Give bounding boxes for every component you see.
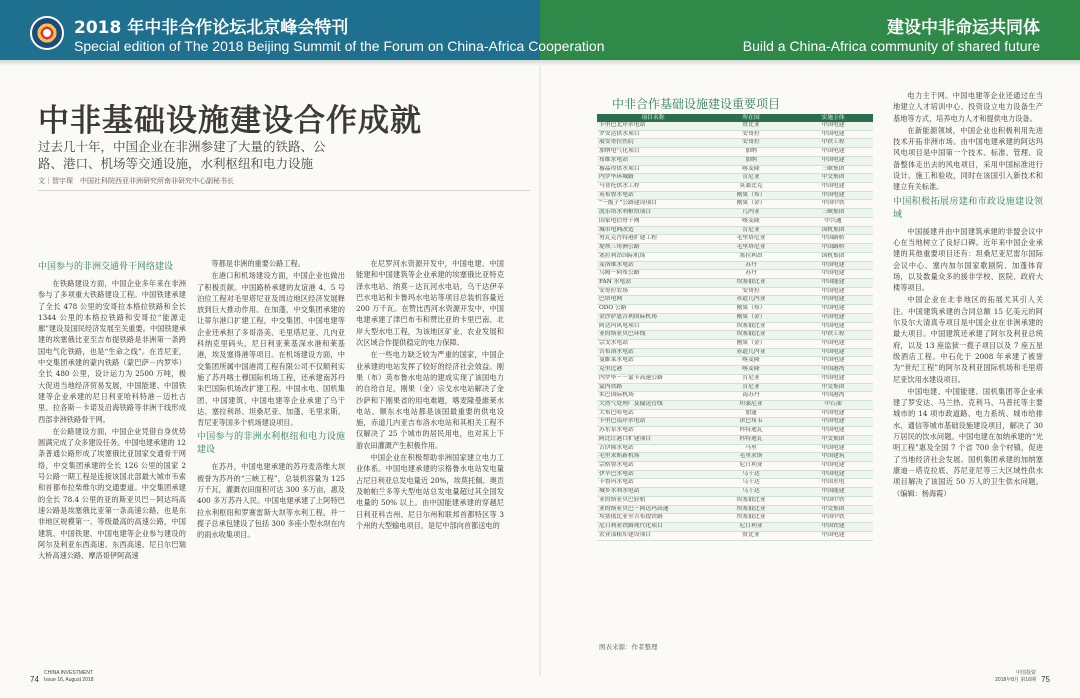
cell-project: 国家电信骨干网	[597, 217, 709, 226]
byline-divider	[38, 190, 530, 191]
header-title-cn: 2018 年中非合作论坛北京峰会特刊	[74, 18, 349, 38]
cell-project: 宗格鲁水电站	[597, 462, 709, 471]
cell-country: 安哥拉	[709, 287, 793, 296]
cell-country: 喀麦隆	[709, 357, 793, 366]
table-row	[597, 339, 873, 348]
cell-contractor: 中国路桥	[793, 235, 873, 244]
footer-right	[836, 670, 1036, 684]
body-paragraph: 中国企业在北非地区的拓展尤其引人关注。中国建筑承建的合同总额 15 亿美元的阿尔及尔大清真寺项目是中国企业在非洲承建的最大项目。中国建筑还承建了阿尔及利亚总统府，以及 13 座监狱一揽子项目以及 7 座五星级酒店工程。中石化于 2008 年承建了被誉为“世纪工程”的阿尔及利亚国际机场和毛里塔尼亚饮用水建设项目。	[893, 295, 1043, 384]
cell-project: 城乡水利水电站	[597, 488, 709, 497]
cell-project: 内罗毕环城路	[597, 174, 709, 183]
table-row	[597, 348, 873, 357]
cell-contractor: 中国水电	[793, 479, 873, 488]
cell-country: 苏丹	[709, 261, 793, 270]
cell-project: 亚的斯亚贝巴环线	[597, 331, 709, 340]
cell-contractor: 中国电建	[793, 531, 873, 540]
table-row	[597, 366, 873, 375]
cell-project: 安哥拉农场	[597, 287, 709, 296]
cell-country: 埃塞俄比亚	[709, 505, 793, 514]
cell-project: 阿达玛风电项目	[597, 322, 709, 331]
article-lead: 过去几十年，中国企业在非洲参建了大量的铁路、公路、港口、机场等交通设施，水利枢纽和电力设施	[38, 139, 326, 171]
cell-country: 乌干达	[709, 488, 793, 497]
cell-contractor: 中铁工程	[793, 139, 873, 148]
cell-country: 喀麦隆	[709, 217, 793, 226]
table-row	[597, 200, 873, 209]
cell-contractor: 中交集团	[793, 383, 873, 392]
table-row	[597, 156, 873, 165]
cell-contractor: 中国电建	[793, 427, 873, 436]
cell-country: 乌干达	[709, 479, 793, 488]
cell-project: 乌姆－阿布公路	[597, 270, 709, 279]
cell-country: 加纳	[709, 148, 793, 157]
cell-country: 刚果（布）	[709, 191, 793, 200]
table-row	[597, 470, 873, 479]
table-row	[597, 427, 873, 436]
cell-contractor: 三峡集团	[793, 165, 873, 174]
header-theme-cn: 建设中非命运共同体	[887, 18, 1040, 38]
cell-contractor: 中兴通	[793, 217, 873, 226]
article-column-3	[356, 258, 504, 658]
article-column-2	[197, 258, 345, 658]
cell-contractor: 中国电建	[793, 322, 873, 331]
cell-contractor: 中交集团	[793, 505, 873, 514]
table-header-row	[597, 114, 873, 122]
article-column-1	[38, 258, 186, 658]
table-row	[597, 305, 873, 314]
cell-country: 赤道几内亚	[709, 348, 793, 357]
cell-contractor: 中铁工程	[793, 331, 873, 340]
cell-country: 喀麦隆	[709, 366, 793, 375]
table-row	[597, 148, 873, 157]
cell-country: 几内亚	[709, 209, 793, 218]
table-row	[597, 252, 873, 261]
table-title: 中非合作基础设施建设重要项目	[612, 97, 781, 111]
footer-left	[44, 670, 244, 684]
table-row	[597, 383, 873, 392]
cell-project: 大然气处理厂及输送管线	[597, 401, 709, 410]
cell-contractor: 中国能建	[793, 488, 873, 497]
cell-project: 卡里巴北岸水电站	[597, 122, 709, 130]
table-row	[597, 453, 873, 462]
cell-country: 坦桑尼亚	[709, 401, 793, 410]
cell-contractor: 中国港湾	[793, 392, 873, 401]
cell-contractor: 中国建筑	[793, 453, 873, 462]
cell-project: 城市电网改造	[597, 226, 709, 235]
cell-project: FAN 水电站	[597, 278, 709, 287]
cell-contractor: 国机集团	[793, 252, 873, 261]
cell-project: 卡里巴南岸水电站	[597, 418, 709, 427]
table-row	[597, 165, 873, 174]
logo-center-icon	[43, 29, 51, 37]
cell-country: 肯尼亚	[709, 374, 793, 383]
cell-country: 马里	[709, 444, 793, 453]
cell-project: 埃塞俄比亚至吉布提铁路	[597, 514, 709, 523]
cell-country: 埃塞俄比亚	[709, 278, 793, 287]
table-row	[597, 235, 873, 244]
cell-project: 克里比港	[597, 366, 709, 375]
cell-country: 南苏丹	[709, 392, 793, 401]
table-row	[597, 331, 873, 340]
cell-country: 安哥拉	[709, 139, 793, 148]
cell-contractor: 中交集团	[793, 435, 873, 444]
cell-contractor: 中国路桥	[793, 244, 873, 253]
cell-contractor: 中国电建	[793, 270, 873, 279]
table-row	[597, 278, 873, 287]
cell-contractor: 中国能建	[793, 278, 873, 287]
table-row	[597, 217, 873, 226]
cell-country: 肯尼亚	[709, 226, 793, 235]
cell-project: 大布巴哈电站	[597, 409, 709, 418]
table-row	[597, 191, 873, 200]
section-heading: 中国参与的非洲交通骨干网络建设	[38, 262, 174, 272]
cell-project: 凯乐塔水利枢纽项目	[597, 209, 709, 218]
cell-contractor: 中国电建	[793, 348, 873, 357]
cell-project: 展安哥拉医院	[597, 139, 709, 148]
cell-project: 朱巴国际机场	[597, 392, 709, 401]
cell-contractor: 中国中铁	[793, 514, 873, 523]
cell-country: 埃塞俄比亚	[709, 322, 793, 331]
project-table-wrapper	[597, 114, 873, 636]
table-row	[597, 496, 873, 505]
cell-contractor: 中国电建	[793, 156, 873, 165]
table-row	[597, 505, 873, 514]
body-paragraph: 在新能源领域，中国企业也积极利用先进技术开拓非洲市场。由中国电建承建的阿达玛风电项目是中国第一个技术、标准、管理、设备整体走出去的风电项目，采用中国标准进行设计、施工和验收，同时在该国引入新技术和建立有关标准。	[893, 125, 1043, 192]
cell-project: 金沙萨恩吉利国际机场	[597, 313, 709, 322]
cell-country: 埃塞俄比亚	[709, 496, 793, 505]
cell-contractor: 中国电建	[793, 339, 873, 348]
cell-country: 加纳	[709, 156, 793, 165]
col-header-country: 所在国	[709, 114, 793, 122]
col-header-project: 项目名称	[597, 114, 709, 122]
cell-contractor: 中石油	[793, 401, 873, 410]
cell-country: 莫桑比克	[709, 183, 793, 192]
body-paragraph: 在港口和机场建设方面，中国企业也做出了积极贡献。中国路桥承建的友谊港 4、5 号泊位工程对毛里塔尼亚及周边地区经济发展释放到巨大推动作用。在加蓬，中交集团承建的让蒂尔港口扩建工程，中交集团、中国电建等企业还承担了多哥洛美、毛里塔尼亚、几内亚科纳克里码头，尼日利亚莱基深水港和莱基港，埃及塞得港等项目。在机场建设方面，中交集团所属中国港湾工程有限公司不仅顺利实施了苏丹喀土穆国际机场工程，还承建南苏丹朱巴国际机场改扩建工程。中国水电、国机集团、中国建筑、中国电建等企业承建了乌干达、塞拉利昂、坦桑尼亚、加蓬、毛里求斯、肯尼亚等国多个机场建设项目。	[197, 271, 345, 428]
table-source-note: 图表来源：作者整理	[599, 643, 658, 651]
cell-project: 内罗毕－－蒙卡高速公路	[597, 374, 709, 383]
cell-project: “一揽子”公路建设项目	[597, 200, 709, 209]
cell-contractor: 中国电建	[793, 409, 873, 418]
table-row	[597, 435, 873, 444]
table-row	[597, 418, 873, 427]
table-body	[597, 122, 873, 540]
table-row	[597, 226, 873, 235]
cell-country: 埃塞俄比亚	[709, 331, 793, 340]
cell-country: 安哥拉	[709, 130, 793, 139]
article-column-4	[893, 90, 1043, 660]
cell-contractor: 中国电建	[793, 470, 873, 479]
cell-project: 宗戈水电站	[597, 339, 709, 348]
col-header-contractor: 实施主体	[793, 114, 873, 122]
cell-project: 罗安达供水项目	[597, 130, 709, 139]
cell-project: 堤坝三角洲公路	[597, 244, 709, 253]
cell-country: 赞比亚	[709, 122, 793, 130]
cell-project: 布维水电站	[597, 156, 709, 165]
cell-contractor: 中国电建	[793, 191, 873, 200]
section-heading: 中国参与的非洲水利枢纽和电力设施建设	[197, 432, 345, 456]
cell-country: 苏丹	[709, 270, 793, 279]
cell-project: 吉布洛水电站	[597, 348, 709, 357]
cell-country: 科特迪瓦	[709, 435, 793, 444]
table-row	[597, 261, 873, 270]
table-row	[597, 296, 873, 305]
focac-logo-icon	[30, 16, 64, 50]
body-paragraph: 等都是非洲的重要公路工程。	[211, 259, 305, 268]
cell-project: ODO 公路	[597, 305, 709, 314]
cell-project: 马普托供水工程	[597, 183, 709, 192]
cell-country: 赞比亚	[709, 531, 793, 540]
cell-country: 乌干达	[709, 470, 793, 479]
cell-country: 尼日利亚	[709, 462, 793, 471]
cell-country: 刚果（金）	[709, 339, 793, 348]
table-row	[597, 183, 873, 192]
page-number-left: 74	[30, 675, 39, 684]
table-row	[597, 523, 873, 532]
cell-contractor: 中国电建	[793, 130, 873, 139]
cell-project: 麦洛维水电站	[597, 261, 709, 270]
cell-contractor: 中国中铁	[793, 496, 873, 505]
body-paragraph: 在一些电力缺乏较为严重的国家，中国企业承建的电站发挥了较好的经济社会效益。刚果（布）英布鲁水电站的建成实现了该国电力的自给自足，刚果（金）宗戈水电站解决了金沙萨和下刚果省的用电难题，喀麦隆曼維莱水电站、顺东水电站都是该国最重要的供电设施，赤道几内亚吉布洛水电站和其相关工程不仅解决了 25 个城市的居民用电，也对其上下游农田灌溉产生积极作用。	[356, 350, 504, 450]
cell-country: 毛里塔尼亚	[709, 244, 793, 253]
cell-contractor: 中国电建	[793, 261, 873, 270]
footer-issue-cn: 2018年8月 第16期	[995, 677, 1036, 683]
cell-country: 赤道几内亚	[709, 296, 793, 305]
table-row	[597, 287, 873, 296]
cell-project: 阿比让港口扩建项目	[597, 435, 709, 444]
footer-magazine-en: CHINA INVESTMENT	[44, 670, 93, 676]
cell-contractor: 中国电建	[793, 313, 873, 322]
table-row	[597, 357, 873, 366]
table-row	[597, 322, 873, 331]
table-row	[597, 130, 873, 139]
cell-country: 埃塞俄比亚	[709, 514, 793, 523]
body-paragraph: 中国企业在积极帮助非洲国家建立电力工业体系。中国电建承建的宗格鲁水电站发电量占尼日利亚总发电量近 20%，埃莫托佩、奥贡及帕帕兰多等大型电站总发电量超过其全国发电量的 50% 以上。由中国能建承建的穿越尼日利亚科吉州、尼日尔州和联邦首都特区等 3 个州的大型输电项目，是尼中部向首都送电的	[356, 453, 504, 530]
table-row	[597, 209, 873, 218]
cell-project: 苏东泵水电站	[597, 427, 709, 436]
table-row	[597, 139, 873, 148]
cell-project: 塞拉利昂国际机场	[597, 252, 709, 261]
table-row	[597, 514, 873, 523]
cell-project: 蒙内铁路	[597, 383, 709, 392]
table-row	[597, 270, 873, 279]
cell-contractor: 中国电建	[793, 444, 873, 453]
table-row	[597, 409, 873, 418]
body-paragraph: 在铁路建设方面，中国企业多年来在非洲参与了多项重大铁路建设工程。中国铁建承建了全长 478 公里的安哥拉本格拉铁路和全长 1344 公里的本格拉铁路和安哥拉“能源走廊”建设及国民经济发展至关重要。中国铁建承建的埃塞俄比亚至吉布提铁路是非洲第一条跨国电气化铁路，也是“生命之线”。在肯尼亚，中交集团承建的蒙内铁路（蒙巴萨－内罗毕）全长 480 公里，设计运力为 2500 万吨，极大促进当地经济贸易发展，中国能建、中国铁建等企业承建的尼日利亚哈科特港－迈杜古里、拉各斯－卡诺及沿海铁路等非洲干线形成西部非洲铁路骨干网。	[38, 279, 186, 424]
article-byline: 文｜智宇琛 中国社科院西亚非洲研究所南非研究中心副秘书长	[38, 177, 234, 185]
cell-project: 亚的斯亚贝巴轻轨	[597, 496, 709, 505]
cell-country: 毛里塔尼亚	[709, 235, 793, 244]
cell-contractor: 中国电建	[793, 183, 873, 192]
cell-project: 吉伊隆水电站	[597, 444, 709, 453]
body-paragraph: 中国援建并由中国建筑承建的非盟会议中心在当地树立了良好口碑。近年来中国企业承建的其他重要项目还有：坦桑尼亚尼雷尔国际会议中心、塞内加尔国家歌剧院、加蓬体育场，以及数量众多的援非学校、医院、政府大楼等项目。	[893, 226, 1043, 293]
cell-contractor: 国机集团	[793, 226, 873, 235]
cell-contractor: 中国港湾	[793, 366, 873, 375]
cell-project: 尼日利亚铁路现代化项目	[597, 523, 709, 532]
cell-contractor: 中国铁建	[793, 523, 873, 532]
table-row	[597, 122, 873, 130]
body-paragraph: 在公路建设方面，中国企业凭借自身优势圆满完成了众多建设任务。中国电建承建的 12 条普通公路形成了埃塞俄比亚国家交通骨干网络，中交集团承建的全长 126 公里的国家 2 号公路一期工程是连接该国北部最大城市韦索和首都布拉柴维尔的交通要道。中交集团承建的全长 78.4 公里的亚的斯亚贝巴－阿达玛高速公路是埃塞俄比亚第一条高速公路，也是东非地区规模第一、等级最高的高速公路，中国建筑、中国铁建、中国电建等企业参与建设的阿尔及利亚东西高速、东西高速、尼日尔巴瑞大桥高速公路、摩洛哥伊阿高速	[38, 426, 186, 561]
body-paragraph: 电力主干网。中国电建等企业还通过在当地建立人才培训中心、投资设立电力设备生产基地等方式，培养电力人才和提供电力设备。	[893, 91, 1043, 123]
cell-contractor: 中国中铁	[793, 200, 873, 209]
cell-project: 巴塔电网	[597, 296, 709, 305]
body-paragraph: 在尼罗河水资源开发中，中国电建、中国能建和中国建筑等企业承建的埃塞俄比亚特克泽水电站、纳莫－达瓦河水电站，乌干达伊辛巴水电站和卡鲁玛水电站等项目总装机容量近 200 万千瓦。在赞比西河水资源开发中，中国电建承建了津巴布韦和赞比亚的卡里巴南、北岸大型水电工程，为该地区矿业、农业发展和次区域合作提供稳定的电力保障。	[356, 259, 504, 348]
cell-contractor: 中国电建	[793, 374, 873, 383]
cell-country: 肯尼亚	[709, 174, 793, 183]
cell-contractor: 中国电建	[793, 148, 873, 157]
table-row	[597, 479, 873, 488]
cell-country: 塞拉利昂	[709, 252, 793, 261]
cell-country: 刚果（金）	[709, 313, 793, 322]
body-paragraph: 在苏丹，中国电建承建的苏丹麦洛维大坝被誉为苏丹的“三峡工程”，总装机容量为 125 万千瓦，灌溉农田面积可达 300 多万亩，惠及 400 多万苏丹人民。中国电建承建了上阿特巴拉水利枢纽和罗赛雷斯大坝等水利工程，并一揽子总承包建设了包括 300 多座小型水坝在内的雨水收集项目。	[197, 462, 345, 540]
cell-contractor: 三峡集团	[793, 209, 873, 218]
cell-contractor: 中国电建	[793, 287, 873, 296]
body-paragraph: 中国电建、中国能建、国机集团等企业承建了罗安达、马兰热、克利马、马普托等主要城市的 14 项市政道路、电力系统、城市给排水、通信等城市基础设施建设项目，解决了 30 万居民的饮水问题。中国电建在加纳承建的“光明工程”惠及全国 7 个省 700 余个村镇，促进了当地经济社会发展。国机集团承建的加纳塞康迪－塔克拉底、苏尼亚尼等三大区域性供水项目解决了该国近 50 万人的卫生供水问题。（编辑：杨海霞）	[893, 386, 1043, 498]
cell-project: 曼維莱水电站	[597, 357, 709, 366]
table-row	[597, 401, 873, 410]
cell-country: 加蓬	[709, 409, 793, 418]
cell-project: 穆晶得供水项目	[597, 165, 709, 174]
cell-country: 科特迪瓦	[709, 427, 793, 436]
header-title-en: Special edition of The 2018 Beijing Summit of the Forum on China-Africa Cooperation	[74, 38, 605, 54]
cell-country: 刚果（布）	[709, 305, 793, 314]
cell-contractor: 中交集团	[793, 174, 873, 183]
cell-project: 亚的斯亚贝巴－阿达玛高速	[597, 505, 709, 514]
cell-country: 喀麦隆	[709, 165, 793, 174]
table-row	[597, 374, 873, 383]
page-fold	[539, 66, 541, 676]
table-row	[597, 444, 873, 453]
cell-country: 刚果（金）	[709, 200, 793, 209]
cell-country: 肯尼亚	[709, 383, 793, 392]
table-row	[597, 244, 873, 253]
cell-country: 毛里求斯	[709, 453, 793, 462]
project-table	[597, 114, 873, 541]
table-row	[597, 531, 873, 540]
cell-project: 努瓦克肖特港扩建工程	[597, 235, 709, 244]
footer-magazine-cn: 中国投资	[1015, 670, 1036, 676]
table-row	[597, 174, 873, 183]
cell-contractor: 中国电建	[793, 305, 873, 314]
cell-project: 毛里求斯新机场	[597, 453, 709, 462]
cell-project: 农业部粮库建设项目	[597, 531, 709, 540]
table-row	[597, 392, 873, 401]
footer-issue-en: Issue 16, August 2018	[44, 677, 94, 683]
cell-country: 尼日利亚	[709, 523, 793, 532]
cell-contractor: 中国电建	[793, 122, 873, 130]
cell-country: 津巴布韦	[709, 418, 793, 427]
table-row	[597, 313, 873, 322]
cell-project: 加纳电气化项目	[597, 148, 709, 157]
cell-contractor: 中国电建	[793, 296, 873, 305]
cell-project: 卡鲁玛水电站	[597, 479, 709, 488]
article-title: 中非基础设施建设合作成就	[38, 103, 422, 139]
table-row	[597, 488, 873, 497]
section-heading: 中国积极拓展房建和市政设施建设领域	[893, 196, 1043, 220]
page-number-right: 75	[1041, 675, 1050, 684]
cell-contractor: 中国电建	[793, 418, 873, 427]
cell-project: 英布鲁水电站	[597, 191, 709, 200]
cell-project: 伊辛巴水电站	[597, 470, 709, 479]
cell-contractor: 中国电建	[793, 357, 873, 366]
table-row	[597, 462, 873, 471]
header-theme-en: Build a China-Africa community of shared future	[742, 38, 1040, 54]
cell-contractor: 中国电建	[793, 462, 873, 471]
